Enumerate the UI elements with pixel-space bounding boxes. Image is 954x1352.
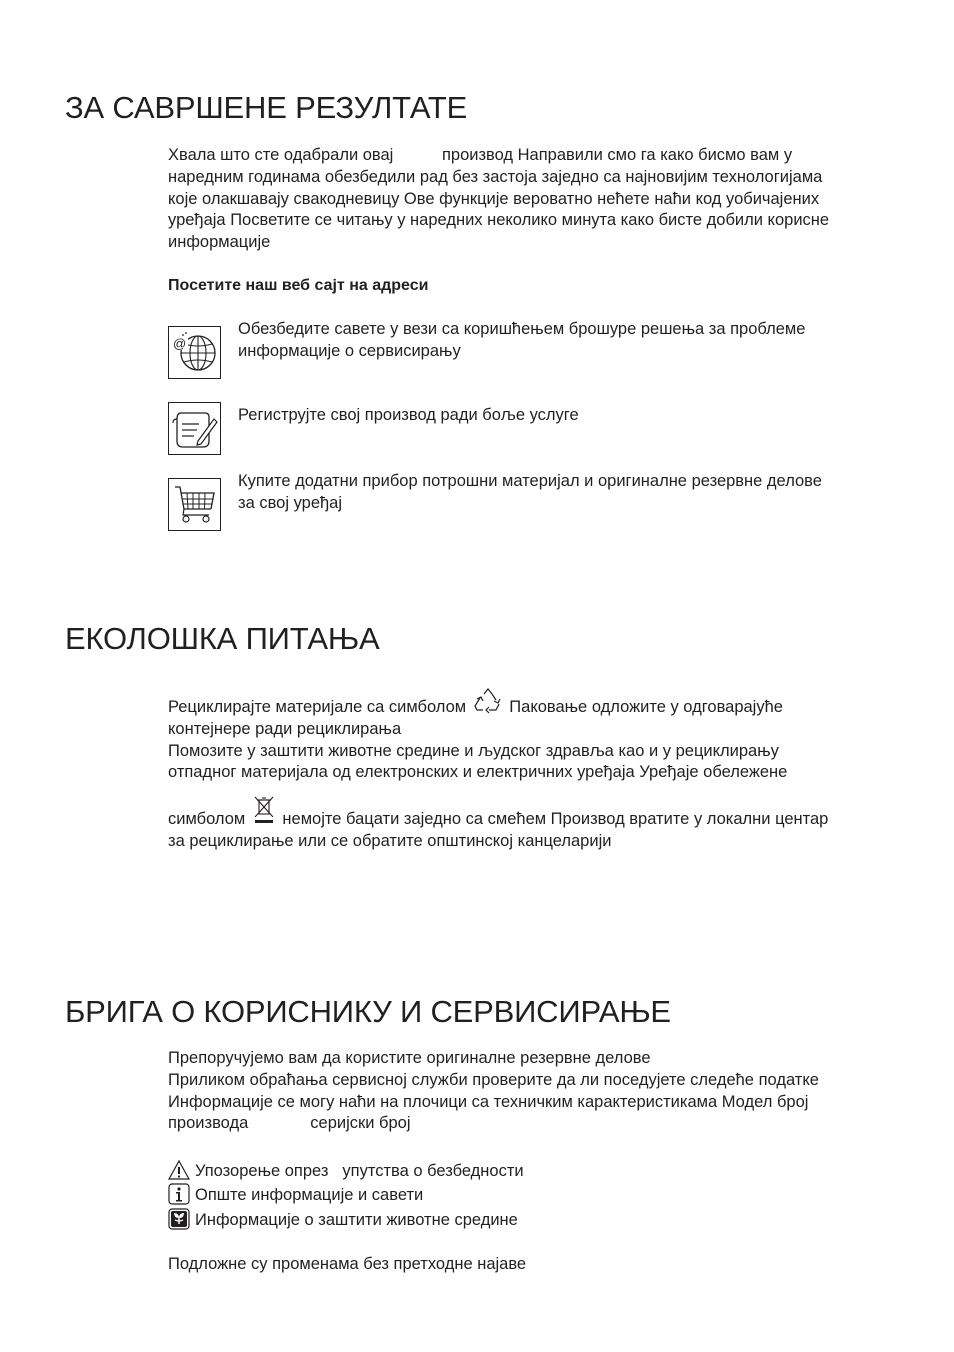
crossed-bin-icon [253,796,275,826]
web-support-line-1: Обезбедите савете у вези са коришћењем брошуре решења за проблеме [238,320,806,338]
weee-line-1: Помозите у заштити животне средине и људског здравља као и у рециклирању [168,741,779,760]
legend-warning-label-b: упутства о безбедности [342,1162,524,1180]
environment-icon [168,1208,190,1230]
section-heading-customer-care: БРИГА О КОРИСНИКУ И СЕРВИСИРАЊЕ [65,994,671,1029]
footer-note: Подложне су променама без претходне најаве [168,1255,527,1273]
service-line-2: Приликом обраћања сервисној служби проверите да ли поседујете следеће податке [168,1070,819,1089]
section-heading-perfect-results: ЗА САВРШЕНЕ РЕЗУЛТАТЕ [65,90,468,125]
service-paragraph [168,1048,908,1135]
shopping-cart-icon-box [168,478,221,531]
buy-accessories-line-2: за свој уређај [238,493,343,512]
legend-info [168,1183,423,1206]
intro-line-1a: Хвала што сте одабрали овај [168,146,394,164]
warning-triangle-icon [168,1159,190,1181]
intro-line-2: наредним годинама обезбедили рад без застоја заједно са најновијим технологијама [168,167,823,186]
register-document-icon-box [168,402,221,455]
svg-text:@: @ [173,336,187,351]
service-line-4b: серијски број [310,1114,411,1133]
legend-info-label: Опште информације и савети [195,1186,424,1204]
register-document-icon [169,403,222,456]
buy-accessories-line-1: Купите додатни прибор потрошни материјал и оригиналне резервне делове [238,472,822,490]
service-line-3: Информације се могу наћи на плочици са техничким карактеристикама Модел број [168,1092,809,1111]
weee-line-2: отпадног материјала од електронских и електричних уређаја Уређаје обележене [168,763,788,782]
register-product-text [238,405,918,427]
service-line-1: Препоручујемо вам да користите оригиналне резервне делове [168,1049,651,1067]
weee-line-4: за рециклирање или се обратите општинској канцеларији [168,831,612,850]
intro-line-3: које олакшавају свакодневицу Ове функције вероватно нећете наћи код уобичајених [168,189,820,208]
weee-line-3b: немојте бацати заједно са смећем Производ вратите у локални центар [282,810,829,829]
legend-warning [168,1159,524,1182]
legend-environment [168,1208,518,1231]
buy-accessories-text [238,471,918,515]
shopping-cart-icon [169,479,222,532]
legend-environment-label: Информације о заштити животне средине [195,1211,518,1229]
globe-at-icon-box [168,326,221,379]
weee-line-3a: симболом [168,810,246,829]
recycling-line-1b: Паковање одложите у одговарајуће [509,698,783,716]
legend-warning-label-a: Упозорење опрез [195,1162,329,1180]
web-support-line-2: информације о сервисирању [238,341,461,360]
intro-paragraph [168,145,908,254]
register-product-line-1: Региструјте свој производ ради боље услуге [238,406,579,424]
intro-line-5: информације [168,233,271,252]
section-heading-environmental: ЕКОЛОШКА ПИТАЊА [65,621,380,656]
intro-line-1b: производ Направили смо га како бисмо вам у [441,146,793,164]
recycling-line-1c: контејнере ради рециклирања [168,719,402,738]
recycling-paragraph [168,688,908,853]
recycle-icon [473,688,503,714]
web-support-text [238,319,918,363]
info-icon [168,1183,190,1205]
globe-at-icon [169,327,222,380]
service-line-4a: производа [168,1114,249,1133]
intro-line-4: уређаја Посветите се читању у наредних неколико минута како бисте добили корисне [168,211,830,230]
website-label[interactable]: Посетите наш веб сајт на адреси [168,277,429,294]
recycling-line-1a: Рециклирајте материјале са симболом [168,698,467,716]
